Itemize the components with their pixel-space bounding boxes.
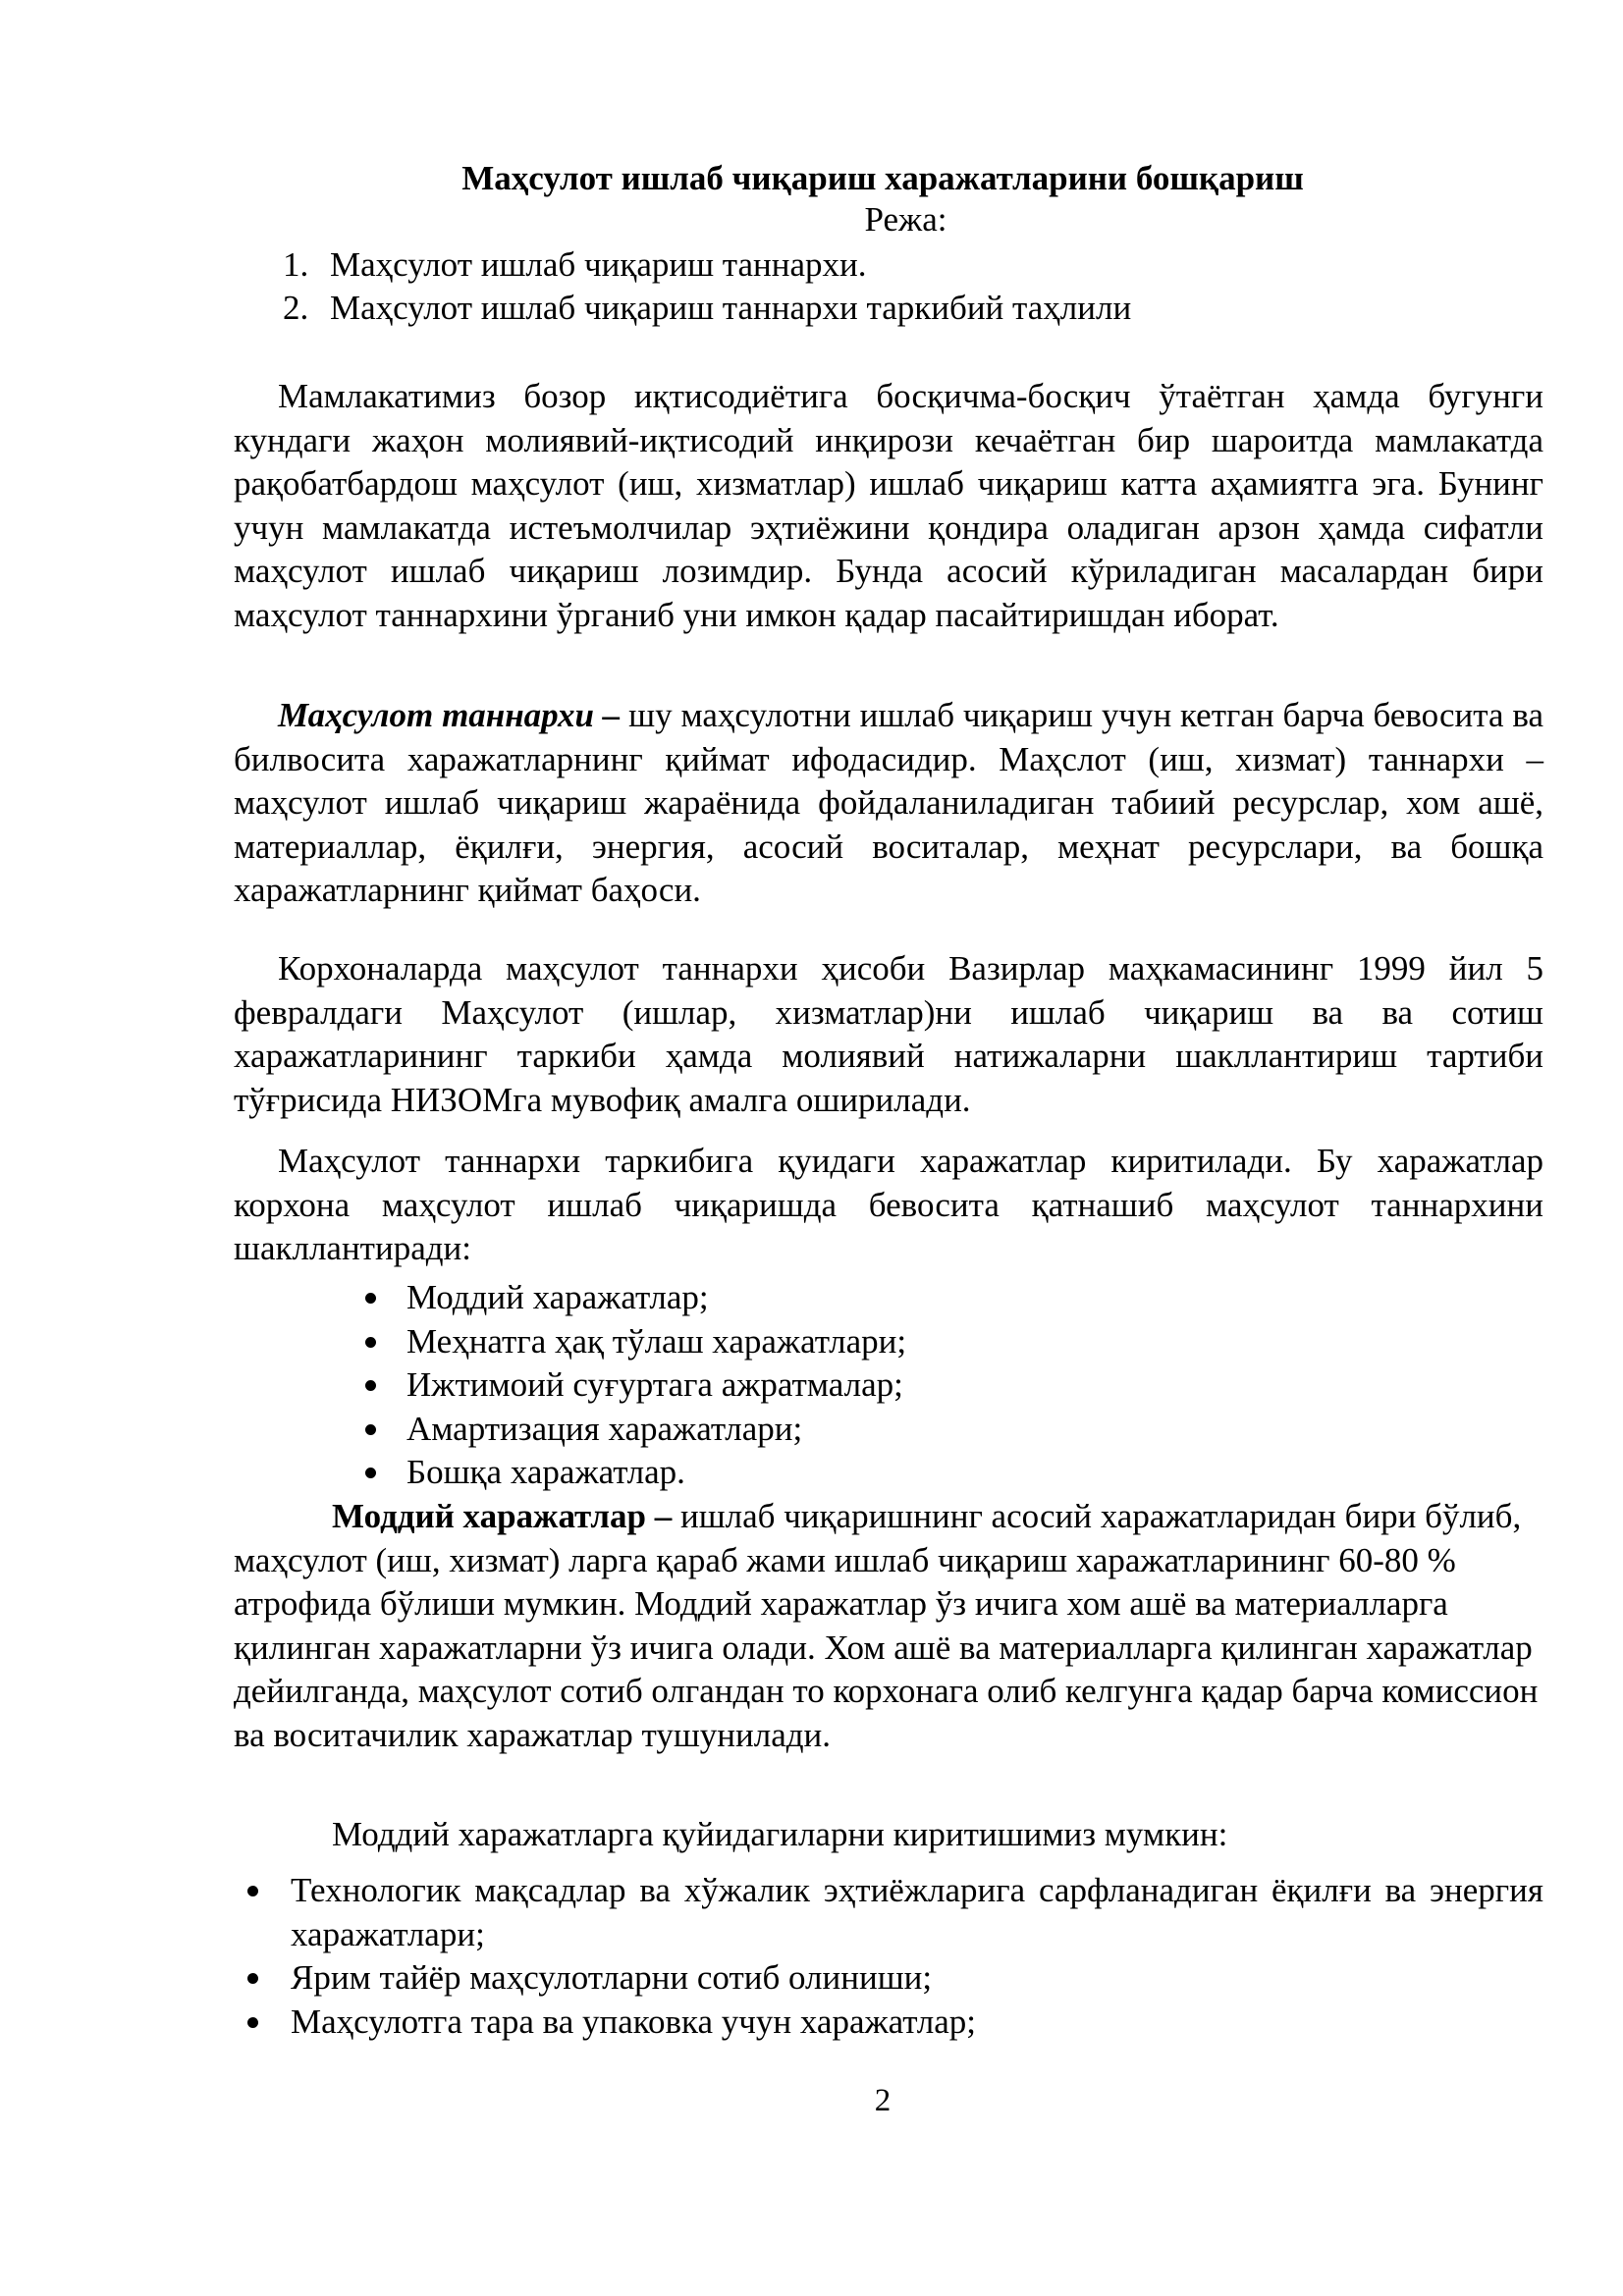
list-item: Моддий харажатлар; — [365, 1276, 906, 1320]
paragraph-material-intro: Моддий харажатларга қуйидагиларни киритишимиз мумкин: — [332, 1815, 1228, 1853]
list-item: Амартизация харажатлари; — [365, 1408, 906, 1452]
bullet-icon — [365, 1293, 376, 1304]
list-item: Маҳсулотга тара ва упаковка учун харажатлар; — [245, 2001, 1543, 2045]
list-item: Ижтимоий суғуртага ажратмалар; — [365, 1363, 906, 1408]
term-product-cost: Маҳсулот таннархи – — [278, 696, 621, 734]
list-item: Технологик мақсадлар ва хўжалик эҳтиёжларига сарфланадиган ёқилғи ва энергия харажатлари; — [245, 1869, 1543, 1956]
plan-list — [283, 243, 1131, 330]
term-material-costs: Моддий харажатлар – — [332, 1497, 673, 1535]
list-item: Ярим тайёр маҳсулотларни сотиб олиниши; — [245, 1956, 1543, 2001]
material-items-list — [245, 1869, 1543, 2044]
cost-items-list — [365, 1276, 906, 1495]
plan-item-text: Маҳсулот ишлаб чиқариш таннархи таркибий таҳлили — [330, 289, 1132, 327]
bullet-icon — [365, 1380, 376, 1391]
list-item: Меҳнатга ҳақ тўлаш харажатлари; — [365, 1320, 906, 1364]
plan-item — [283, 243, 1131, 287]
plan-item-number: 2. — [283, 289, 309, 327]
bullet-icon — [247, 2017, 258, 2028]
paragraph-regulation: Корхоналарда маҳсулот таннархи ҳисоби Вазирлар маҳкамасининг 1999 йил 5 февралдаги Маҳсулот (ишлар, хизматлар)ни ишлаб чиқариш ва ва сотиш харажатларининг таркиби ҳамда молиявий натижаларни шакллантириш тартиби тўғрисида НИЗОМга мувофиқ амалга оширилади. — [234, 949, 1543, 1119]
list-item: Бошқа харажатлар. — [365, 1451, 906, 1495]
bullet-icon — [365, 1468, 376, 1478]
plan-item-text: Маҳсулот ишлаб чиқариш таннархи. — [330, 245, 867, 284]
bullet-icon — [365, 1337, 376, 1348]
plan-item — [283, 287, 1131, 330]
paragraph-cost-structure: Маҳсулот таннархи таркибига қуидаги харажатлар киритилади. Бу харажатлар корхона маҳсулот ишлаб чиқаришда бевосита қатнашиб маҳсулот таннархини шакллантиради: — [234, 1142, 1543, 1267]
plan-item-number: 1. — [283, 245, 309, 284]
paragraph-material-costs — [234, 1495, 1543, 1757]
paragraph-intro: Мамлакатимиз бозор иқтисодиётига босқичма-босқич ўтаётган ҳамда бугунги кундаги жаҳон молиявий-иқтисодий инқирози кечаётган бир шароитда мамлакатда рақобатбардош маҳсулот (иш, хизматлар) ишлаб чиқариш катта аҳамиятга эга. Бунинг учун мамлакатда истеъмолчилар эҳтиёжини қондира оладиган арзон ҳамда сифатли маҳсулот ишлаб чиқариш лозимдир. Бунда асосий кўриладиган масалардан бири маҳсулот таннархини ўрганиб уни имкон қадар пасайтиришдан иборат. — [234, 377, 1543, 634]
bullet-icon — [247, 1886, 258, 1896]
bullet-icon — [365, 1424, 376, 1435]
paragraph-material-costs-text: ишлаб чиқаришнинг асосий харажатларидан бири бўлиб, маҳсулот (иш, хизмат) ларга қараб жами ишлаб чиқариш харажатларининг 60-80 % атрофида бўлиши мумкин. Моддий харажатлар ўз ичига хом ашё ва материалларга қилинган харажатларни ўз ичига олади. Хом ашё ва материалларга қилинган харажатлар дейилганда, маҳсулот сотиб олгандан то корхонага олиб келгунга қадар барча комиссион ва воситачилик харажатлар тушунилади. — [234, 1497, 1539, 1754]
page-number: 2 — [874, 2083, 892, 2118]
paragraph-cost-definition — [234, 694, 1543, 913]
plan-heading: Режа: — [864, 200, 947, 239]
bullet-icon — [247, 1973, 258, 1984]
document-title: Маҳсулот ишлаб чиқариш харажатларини бошқариш — [461, 159, 1304, 197]
paragraph-cost-definition-text: шу маҳсулотни ишлаб чиқариш учун кетган барча бевосита ва билвосита харажатларнинг қиймат ифодасидир. Маҳслот (иш, хизмат) таннархи – маҳсулот ишлаб чиқариш жараёнида фойдаланиладиган табиий ресурслар, хом ашё, материаллар, ёқилғи, энергия, асосий воситалар, меҳнат ресурслари, ва бошқа харажатларнинг қиймат баҳоси. — [234, 696, 1544, 909]
